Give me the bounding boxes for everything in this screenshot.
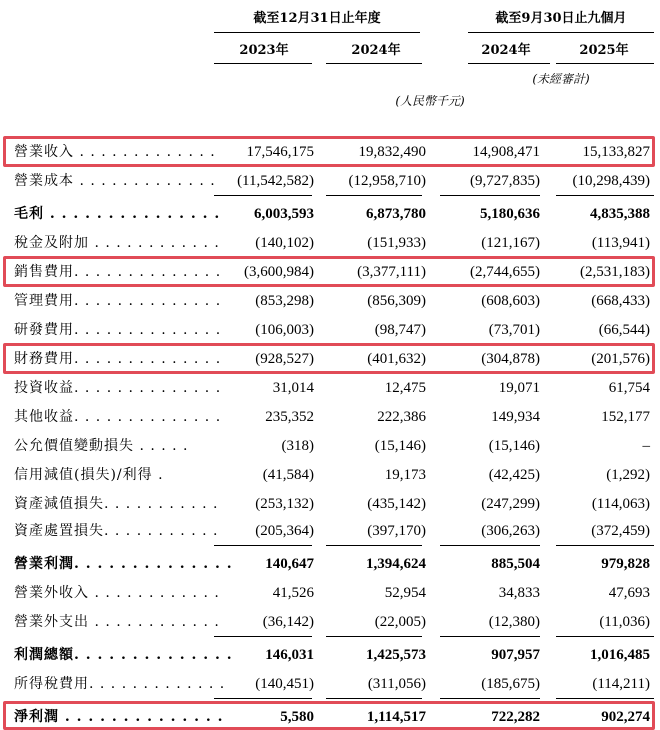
row-label: 管理費用. . . . . . . . . . . . . . xyxy=(14,293,222,309)
column-rule xyxy=(214,63,312,64)
table-row xyxy=(0,464,660,486)
row-label: 營業成本 . . . . . . . . . . . . . xyxy=(14,173,216,189)
cell-value: 47,693 xyxy=(608,585,650,601)
subtotal-rule xyxy=(214,195,312,196)
subtotal-rule xyxy=(326,195,422,196)
row-label: 稅金及附加 . . . . . . . . . . . . xyxy=(14,235,220,251)
row-label: 營業外收入 . . . . . . . . . . . . xyxy=(14,585,220,601)
table-row xyxy=(0,520,660,542)
subtotal-rule xyxy=(440,195,540,196)
cell-value: 1,425,573 xyxy=(366,647,426,663)
table-row xyxy=(0,406,660,428)
row-label: 營業外支出 . . . . . . . . . . . . xyxy=(14,614,220,630)
header-group-nine-months: 截至9月30日止九個月 xyxy=(495,11,627,26)
column-rule xyxy=(556,63,654,64)
header-group-rule xyxy=(214,32,420,33)
cell-value: (12,380) xyxy=(488,614,540,630)
highlight-box-net-profit xyxy=(3,701,655,730)
unaudited-note: (未經審計) xyxy=(532,72,590,86)
cell-value: 34,833 xyxy=(498,585,540,601)
cell-value: 4,835,388 xyxy=(590,206,650,222)
column-header-2023: 2023年 xyxy=(239,43,289,58)
cell-value: (66,544) xyxy=(598,322,650,338)
cell-value: 222,386 xyxy=(377,409,426,425)
cell-value: (247,299) xyxy=(481,496,540,512)
cell-value: (435,142) xyxy=(367,496,426,512)
cell-value: (73,701) xyxy=(488,322,540,338)
table-row xyxy=(0,493,660,515)
cell-value: 140,647 xyxy=(265,556,314,572)
cell-value: 19,071 xyxy=(498,380,540,396)
cell-value: 14,908,471 xyxy=(472,144,540,160)
cell-value: (106,003) xyxy=(255,322,314,338)
row-label: 投資收益. . . . . . . . . . . . . . xyxy=(14,380,222,396)
cell-value: (151,933) xyxy=(367,235,426,251)
cell-value: (41,584) xyxy=(262,467,314,483)
column-header-2024: 2024年 xyxy=(351,43,401,58)
cell-value: (15,146) xyxy=(374,438,426,454)
cell-value: (928,527) xyxy=(255,351,314,367)
cell-value: (114,211) xyxy=(592,676,650,692)
cell-value: 5,580 xyxy=(280,709,314,725)
row-label: 財務費用. . . . . . . . . . . . . . xyxy=(14,351,222,367)
table-row xyxy=(0,611,660,633)
table-row xyxy=(0,377,660,399)
cell-value: (2,531,183) xyxy=(580,264,650,280)
cell-value: (114,063) xyxy=(591,496,650,512)
cell-value: (121,167) xyxy=(481,235,540,251)
subtotal-rule xyxy=(556,195,654,196)
table-row xyxy=(0,319,660,341)
cell-value: 235,352 xyxy=(265,409,314,425)
cell-value: (372,459) xyxy=(591,523,650,539)
row-label: 淨利潤 . . . . . . . . . . . . . . xyxy=(14,709,224,725)
row-label: 利潤總額. . . . . . . . . . . . . . xyxy=(14,647,233,663)
cell-value: 19,832,490 xyxy=(358,144,426,160)
subtotal-rule xyxy=(440,698,540,699)
row-label: 信用減值(損失)/利得 . xyxy=(14,467,164,483)
cell-value: 41,526 xyxy=(272,585,314,601)
subtotal-rule xyxy=(556,698,654,699)
cell-value: 1,394,624 xyxy=(366,556,426,572)
cell-value: (304,878) xyxy=(481,351,540,367)
cell-value: (11,036) xyxy=(599,614,650,630)
cell-value: (397,170) xyxy=(367,523,426,539)
cell-value: (10,298,439) xyxy=(572,173,650,189)
highlight-box-revenue xyxy=(3,136,655,167)
cell-value: (12,958,710) xyxy=(348,173,426,189)
header-group-full-year: 截至12月31日止年度 xyxy=(253,11,381,26)
subtotal-rule xyxy=(214,545,312,546)
cell-value: 152,177 xyxy=(601,409,650,425)
cell-value: 6,003,593 xyxy=(254,206,314,222)
table-row xyxy=(0,232,660,254)
cell-value: (98,747) xyxy=(374,322,426,338)
cell-value: (311,056) xyxy=(367,676,426,692)
cell-value: (201,576) xyxy=(591,351,650,367)
subtotal-rule xyxy=(214,698,312,699)
cell-value: 5,180,636 xyxy=(480,206,540,222)
column-rule xyxy=(326,63,422,64)
cell-value: – xyxy=(642,438,650,454)
cell-value: 146,031 xyxy=(265,647,314,663)
row-label: 研發費用. . . . . . . . . . . . . . xyxy=(14,322,222,338)
cell-value: (3,600,984) xyxy=(244,264,314,280)
cell-value: (668,433) xyxy=(591,293,650,309)
subtotal-rule xyxy=(440,545,540,546)
cell-value: (205,364) xyxy=(255,523,314,539)
cell-value: (856,309) xyxy=(367,293,426,309)
cell-value: (1,292) xyxy=(606,467,650,483)
row-label: 資產減值損失. . . . . . . . . . . xyxy=(14,496,219,512)
cell-value: 6,873,780 xyxy=(366,206,426,222)
table-row xyxy=(0,290,660,312)
column-header-2024-nine-months: 2024年 xyxy=(481,43,531,58)
row-label: 毛利 . . . . . . . . . . . . . . . xyxy=(14,206,221,222)
cell-value: (306,263) xyxy=(481,523,540,539)
cell-value: 902,274 xyxy=(601,709,650,725)
cell-value: (15,146) xyxy=(488,438,540,454)
table-row-operating-profit xyxy=(0,553,660,575)
cell-value: (140,451) xyxy=(255,676,314,692)
table-row xyxy=(0,582,660,604)
cell-value: (2,744,655) xyxy=(470,264,540,280)
row-label: 其他收益. . . . . . . . . . . . . . xyxy=(14,409,222,425)
cell-value: (853,298) xyxy=(255,293,314,309)
subtotal-rule xyxy=(326,698,422,699)
highlight-box-selling-expenses xyxy=(3,256,655,287)
column-rule xyxy=(468,63,550,64)
table-row xyxy=(0,435,660,457)
cell-value: 149,934 xyxy=(491,409,540,425)
cell-value: (140,102) xyxy=(255,235,314,251)
cell-value: (253,132) xyxy=(255,496,314,512)
cell-value: (36,142) xyxy=(262,614,314,630)
cell-value: 979,828 xyxy=(601,556,650,572)
cell-value: (22,005) xyxy=(374,614,426,630)
cell-value: (318) xyxy=(281,438,314,454)
row-label: 公允價值變動損失 . . . . . xyxy=(14,438,189,454)
cell-value: (401,632) xyxy=(367,351,426,367)
subtotal-rule xyxy=(556,545,654,546)
table-row-total-profit xyxy=(0,644,660,666)
table-row-gross-profit xyxy=(0,203,660,225)
row-label: 資產處置損失. . . . . . . . . . . xyxy=(14,523,219,539)
row-label: 所得稅費用. . . . . . . . . . . . . xyxy=(14,676,226,692)
table-row xyxy=(0,673,660,695)
cell-value: 722,282 xyxy=(491,709,540,725)
row-label: 銷售費用. . . . . . . . . . . . . . xyxy=(14,264,222,280)
cell-value: (42,425) xyxy=(488,467,540,483)
currency-unit-note: (人民幣千元) xyxy=(395,94,465,108)
highlight-box-finance-expenses xyxy=(3,343,655,374)
cell-value: (11,542,582) xyxy=(237,173,314,189)
cell-value: 31,014 xyxy=(272,380,314,396)
row-label: 營業利潤. . . . . . . . . . . . . . xyxy=(14,556,233,572)
header-group-rule xyxy=(468,32,654,33)
table-row xyxy=(0,170,660,192)
subtotal-rule xyxy=(440,636,540,637)
subtotal-rule xyxy=(326,636,422,637)
cell-value: 907,957 xyxy=(491,647,540,663)
cell-value: 15,133,827 xyxy=(582,144,650,160)
subtotal-rule xyxy=(556,636,654,637)
cell-value: (9,727,835) xyxy=(470,173,540,189)
row-label: 營業收入 . . . . . . . . . . . . . xyxy=(14,144,216,160)
column-header-2025-nine-months: 2025年 xyxy=(579,43,629,58)
cell-value: (3,377,111) xyxy=(357,264,426,280)
cell-value: 17,546,175 xyxy=(246,144,314,160)
subtotal-rule xyxy=(214,636,312,637)
cell-value: 1,114,517 xyxy=(366,709,426,725)
cell-value: 52,954 xyxy=(384,585,426,601)
cell-value: (113,941) xyxy=(591,235,650,251)
cell-value: (608,603) xyxy=(481,293,540,309)
cell-value: (185,675) xyxy=(481,676,540,692)
cell-value: 19,173 xyxy=(384,467,426,483)
cell-value: 61,754 xyxy=(608,380,650,396)
subtotal-rule xyxy=(326,545,422,546)
cell-value: 12,475 xyxy=(384,380,426,396)
cell-value: 885,504 xyxy=(491,556,540,572)
cell-value: 1,016,485 xyxy=(590,647,650,663)
